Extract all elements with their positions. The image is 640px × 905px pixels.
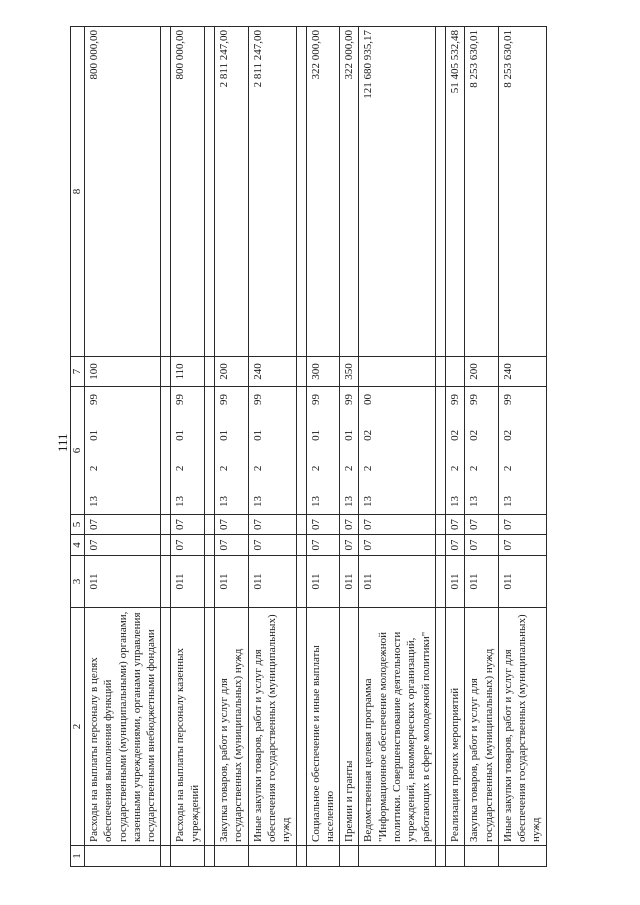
amount-cell: 121 680 935,17 xyxy=(359,27,435,357)
table-row xyxy=(445,27,464,867)
code-segment: 99 xyxy=(218,394,231,406)
code-segment: 13 xyxy=(468,496,481,507)
header-cell: 8 xyxy=(71,27,85,357)
table-row xyxy=(215,27,249,867)
subsection-cell: 07 xyxy=(465,515,499,535)
spacer-cell xyxy=(205,27,215,357)
spacer-cell xyxy=(435,27,445,357)
expense-type-cell: 200 xyxy=(215,357,249,387)
header-cell: 1 xyxy=(71,846,85,867)
table-row xyxy=(465,27,499,867)
code-segment: 99 xyxy=(251,394,264,406)
table-row xyxy=(359,27,435,867)
target-article-code xyxy=(467,390,481,511)
expense-type-cell xyxy=(445,357,464,387)
spacer-cell xyxy=(161,387,171,515)
amount-cell: 800 000,00 xyxy=(171,27,205,357)
expense-type-cell xyxy=(359,357,435,387)
target-article-code xyxy=(87,390,101,511)
code-cell: 011 xyxy=(498,556,546,608)
amount-cell: 322 000,00 xyxy=(306,27,340,357)
description-cell: Расходы на выплаты персоналу казенных учреждений xyxy=(171,608,205,846)
spacer-cell xyxy=(205,608,215,846)
amount-cell: 800 000,00 xyxy=(85,27,161,357)
section-cell: 07 xyxy=(465,535,499,556)
spacer-cell xyxy=(161,357,171,387)
code-segment: 13 xyxy=(88,496,100,507)
spacer-cell xyxy=(296,357,306,387)
target-article-code xyxy=(448,390,462,511)
target-article-cell xyxy=(498,387,546,515)
spacer-cell xyxy=(205,387,215,515)
spacer-cell xyxy=(435,556,445,608)
spacer-row xyxy=(205,27,215,867)
target-article-cell xyxy=(85,387,161,515)
code-cell: 011 xyxy=(340,556,359,608)
col1-cell xyxy=(498,846,546,867)
description-cell: Иные закупки товаров, работ и услуг для обеспечения государственных (муниципальных) нужд xyxy=(498,608,546,846)
code-segment: 13 xyxy=(218,496,231,507)
header-cell: 2 xyxy=(71,608,85,846)
spacer-cell xyxy=(205,515,215,535)
code-segment: 01 xyxy=(251,429,264,441)
col1-cell xyxy=(465,846,499,867)
expense-type-cell: 100 xyxy=(85,357,161,387)
section-cell: 07 xyxy=(171,535,205,556)
code-segment: 13 xyxy=(343,496,356,507)
section-cell: 07 xyxy=(340,535,359,556)
subsection-cell: 07 xyxy=(445,515,464,535)
section-cell: 07 xyxy=(359,535,435,556)
code-segment: 01 xyxy=(174,429,187,441)
code-segment: 2 xyxy=(468,465,481,472)
code-segment: 99 xyxy=(88,394,100,406)
amount-cell: 322 000,00 xyxy=(340,27,359,357)
code-segment: 13 xyxy=(251,496,264,507)
section-cell: 07 xyxy=(498,535,546,556)
code-segment: 01 xyxy=(88,429,100,441)
table-row xyxy=(306,27,340,867)
code-segment: 2 xyxy=(501,465,514,472)
target-article-code xyxy=(251,390,265,511)
spacer-cell xyxy=(161,608,171,846)
table-row xyxy=(171,27,205,867)
spacer-cell xyxy=(296,535,306,556)
spacer-cell xyxy=(161,27,171,357)
code-cell: 011 xyxy=(85,556,161,608)
code-segment: 13 xyxy=(501,496,514,507)
code-segment: 01 xyxy=(343,429,356,441)
expense-type-cell: 240 xyxy=(498,357,546,387)
code-segment: 01 xyxy=(309,429,322,441)
spacer-cell xyxy=(435,608,445,846)
section-cell: 07 xyxy=(445,535,464,556)
section-cell: 07 xyxy=(215,535,249,556)
subsection-cell: 07 xyxy=(215,515,249,535)
header-cell: 3 xyxy=(71,556,85,608)
expense-type-cell: 110 xyxy=(171,357,205,387)
header-cell: 5 xyxy=(71,515,85,535)
code-segment: 2 xyxy=(343,465,356,472)
header-cell: 6 xyxy=(71,387,85,515)
amount-cell: 51 405 532,48 xyxy=(445,27,464,357)
expense-type-cell: 350 xyxy=(340,357,359,387)
code-cell: 011 xyxy=(171,556,205,608)
target-article-cell xyxy=(340,387,359,515)
header-cell: 7 xyxy=(71,357,85,387)
spacer-cell xyxy=(296,846,306,867)
spacer-row xyxy=(161,27,171,867)
table-body xyxy=(71,27,547,867)
code-segment: 2 xyxy=(448,465,461,472)
code-segment: 99 xyxy=(501,394,514,406)
description-cell: Ведомственная целевая программа "Информационное обеспечение молодежной политики. Совершенствование деятельности учреждений, некоммерческих организаций, работающих в сфере молодежной политики" xyxy=(359,608,435,846)
spacer-cell xyxy=(435,515,445,535)
expense-type-cell: 300 xyxy=(306,357,340,387)
subsection-cell: 07 xyxy=(498,515,546,535)
table-row xyxy=(248,27,296,867)
spacer-cell xyxy=(161,535,171,556)
target-article-cell xyxy=(171,387,205,515)
code-segment: 2 xyxy=(88,465,100,472)
subsection-cell: 07 xyxy=(306,515,340,535)
expense-type-cell: 240 xyxy=(248,357,296,387)
amount-cell: 8 253 630,01 xyxy=(498,27,546,357)
subsection-cell: 07 xyxy=(340,515,359,535)
code-cell: 011 xyxy=(445,556,464,608)
spacer-cell xyxy=(435,535,445,556)
section-cell: 07 xyxy=(85,535,161,556)
code-segment: 02 xyxy=(362,429,375,441)
code-segment: 02 xyxy=(501,429,514,441)
section-cell: 07 xyxy=(306,535,340,556)
code-segment: 2 xyxy=(218,465,231,472)
target-article-cell xyxy=(359,387,435,515)
description-cell: Расходы на выплаты персоналу в целях обеспечения выполнения функций государственными (муниципальными) органами, казенными учреждениями, органами управления государственными внебюджетными фондами xyxy=(85,608,161,846)
description-cell: Закупка товаров, работ и услуг для государственных (муниципальных) нужд xyxy=(465,608,499,846)
spacer-cell xyxy=(435,387,445,515)
budget-table xyxy=(70,26,547,867)
code-cell: 011 xyxy=(215,556,249,608)
amount-cell: 2 811 247,00 xyxy=(215,27,249,357)
target-article-cell xyxy=(248,387,296,515)
code-segment: 99 xyxy=(448,394,461,406)
spacer-cell xyxy=(205,535,215,556)
spacer-cell xyxy=(296,27,306,357)
code-segment: 02 xyxy=(448,429,461,441)
code-cell: 011 xyxy=(359,556,435,608)
spacer-row xyxy=(296,27,306,867)
spacer-cell xyxy=(296,608,306,846)
target-article-code xyxy=(173,390,187,511)
description-cell: Закупка товаров, работ и услуг для государственных (муниципальных) нужд xyxy=(215,608,249,846)
target-article-cell xyxy=(306,387,340,515)
table-row xyxy=(340,27,359,867)
code-segment: 13 xyxy=(362,496,375,507)
table-header-row xyxy=(71,27,85,867)
col1-cell xyxy=(248,846,296,867)
col1-cell xyxy=(340,846,359,867)
spacer-cell xyxy=(161,846,171,867)
code-segment: 02 xyxy=(468,429,481,441)
target-article-cell xyxy=(465,387,499,515)
table-row xyxy=(85,27,161,867)
col1-cell xyxy=(171,846,205,867)
amount-cell: 8 253 630,01 xyxy=(465,27,499,357)
col1-cell xyxy=(85,846,161,867)
description-cell: Социальное обеспечение и иные выплаты населению xyxy=(306,608,340,846)
spacer-row xyxy=(435,27,445,867)
spacer-cell xyxy=(296,556,306,608)
spacer-cell xyxy=(205,357,215,387)
code-segment: 2 xyxy=(174,465,187,472)
code-segment: 99 xyxy=(309,394,322,406)
target-article-code xyxy=(217,390,231,511)
spacer-cell xyxy=(161,515,171,535)
col1-cell xyxy=(445,846,464,867)
code-segment: 2 xyxy=(251,465,264,472)
target-article-code xyxy=(342,390,356,511)
code-segment: 2 xyxy=(362,465,375,472)
code-segment: 13 xyxy=(448,496,461,507)
subsection-cell: 07 xyxy=(359,515,435,535)
target-article-cell xyxy=(445,387,464,515)
rotated-table-wrapper xyxy=(70,27,547,867)
section-cell: 07 xyxy=(248,535,296,556)
target-article-cell xyxy=(215,387,249,515)
amount-cell: 2 811 247,00 xyxy=(248,27,296,357)
code-segment: 99 xyxy=(174,394,187,406)
header-cell: 4 xyxy=(71,535,85,556)
description-cell: Премии и гранты xyxy=(340,608,359,846)
target-article-code xyxy=(361,390,375,511)
code-segment: 99 xyxy=(468,394,481,406)
subsection-cell: 07 xyxy=(171,515,205,535)
table-row xyxy=(498,27,546,867)
spacer-cell xyxy=(161,556,171,608)
subsection-cell: 07 xyxy=(248,515,296,535)
spacer-cell xyxy=(296,387,306,515)
code-segment: 00 xyxy=(362,394,375,406)
code-cell: 011 xyxy=(465,556,499,608)
description-cell: Иные закупки товаров, работ и услуг для обеспечения государственных (муниципальных) нужд xyxy=(248,608,296,846)
code-segment: 13 xyxy=(309,496,322,507)
code-segment: 13 xyxy=(174,496,187,507)
code-cell: 011 xyxy=(248,556,296,608)
spacer-cell xyxy=(435,846,445,867)
col1-cell xyxy=(215,846,249,867)
col1-cell xyxy=(359,846,435,867)
spacer-cell xyxy=(205,556,215,608)
page-number: 111 xyxy=(55,433,70,452)
spacer-cell xyxy=(296,515,306,535)
target-article-code xyxy=(309,390,323,511)
spacer-cell xyxy=(205,846,215,867)
col1-cell xyxy=(306,846,340,867)
target-article-code xyxy=(501,390,515,511)
code-segment: 01 xyxy=(218,429,231,441)
subsection-cell: 07 xyxy=(85,515,161,535)
spacer-cell xyxy=(435,357,445,387)
expense-type-cell: 200 xyxy=(465,357,499,387)
code-segment: 99 xyxy=(343,394,356,406)
code-cell: 011 xyxy=(306,556,340,608)
description-cell: Реализация прочих мероприятий xyxy=(445,608,464,846)
code-segment: 2 xyxy=(309,465,322,472)
